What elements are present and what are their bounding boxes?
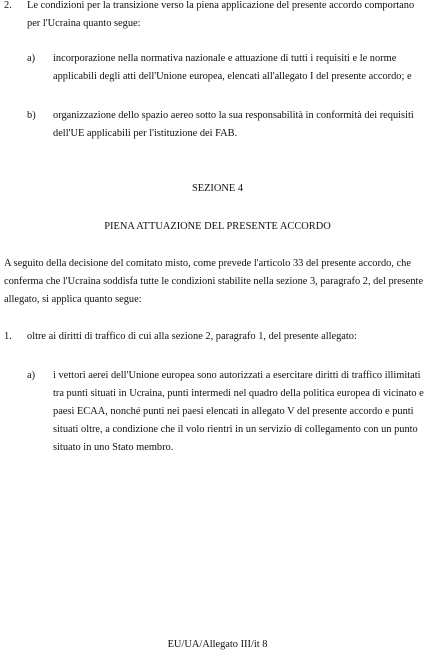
page-footer: EU/UA/Allegato III/it 8	[167, 639, 268, 650]
sub-item-a	[27, 50, 429, 86]
sub-item-text: incorporazione nella normativa nazionale e attuazione di tutti i requisiti e le norme applicabili degli atti dell'Unione europea, elencati all'allegato I del presente accordo; e	[53, 53, 412, 82]
sub-item-1a	[27, 367, 429, 457]
item-text: Le condizioni per la transizione verso la piena applicazione del presente accordo comportano per l'Ucraina quanto segue:	[27, 0, 415, 29]
sub-item-text: i vettori aerei dell'Unione europea sono autorizzati a esercitare diritti di traffico illimitati tra punti situati in Ucraina, punti intermedi nel quadro della politica europea di vicinato e paesi ECAA, nonché punti nei paesi elencati in allegato V del presente accordo e punti situati oltre, a condizione che il volo rientri in un servizio di collegamento con un punto situato in uno Stato membro.	[53, 370, 424, 453]
sub-item-b	[27, 107, 429, 143]
sub-item-label: b)	[27, 110, 36, 121]
item-text: oltre ai diritti di traffico di cui alla sezione 2, paragrafo 1, del presente allegato:	[27, 331, 357, 342]
list-item-2	[4, 0, 428, 33]
sub-item-label: a)	[27, 53, 36, 64]
item-number: 1.	[4, 331, 12, 342]
sub-item-text: organizzazione dello spazio aereo sotto la sua responsabilità in conformità dei requisiti dell'UE applicabili per l'istituzione dei FAB.	[53, 110, 414, 139]
section-number: SEZIONE 4	[191, 183, 244, 194]
section-title: PIENA ATTUAZIONE DEL PRESENTE ACCORDO	[104, 221, 331, 232]
sub-item-label: a)	[27, 370, 36, 381]
intro-paragraph: A seguito della decisione del comitato misto, come prevede l'articolo 33 del presente accordo, che conferma che l'Ucraina soddisfa tutte le condizioni stabilite nella sezione 3, paragrafo 2, del presente allegato, si applica quanto segue:	[4, 258, 424, 305]
list-item-1	[4, 328, 428, 346]
item-number: 2.	[4, 0, 12, 11]
